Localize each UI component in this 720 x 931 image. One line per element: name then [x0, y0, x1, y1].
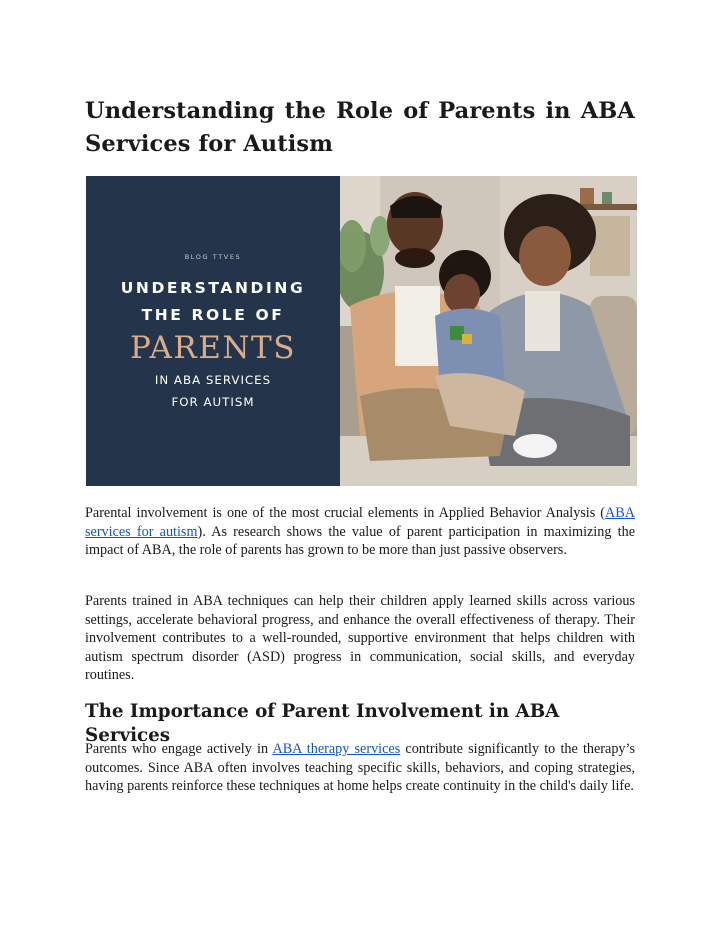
- family-photo: [340, 176, 637, 486]
- intro-paragraph: [85, 504, 635, 560]
- hero-sub-line-1: IN ABA SERVICES: [154, 373, 272, 387]
- hero-line-role: THE ROLE OF: [141, 306, 285, 324]
- parents-trained-paragraph: Parents trained in ABA techniques can help their children apply learned skills across various settings, accelerate behavioral progress, and enhance the overall effectiveness of therapy. Their involvement contributes to a well-rounded, supportive environment that helps children with autism spectrum disorder (ASD) progress in communication, social skills, and everyday routines.: [85, 593, 635, 683]
- hero-big-word: PARENTS: [130, 330, 296, 366]
- hero-blog-tag: BLOG TTVES: [184, 253, 242, 261]
- importance-paragraph: [85, 740, 635, 796]
- family-photo-illustration-icon: [340, 176, 637, 486]
- hero-line-understanding: UNDERSTANDING: [120, 279, 306, 297]
- hero-banner-image: [86, 176, 637, 486]
- intro-text-before: Parental involvement is one of the most crucial elements in Applied Behavior Analysis (: [85, 505, 606, 521]
- aba-services-for-autism-link[interactable]: ABA services for autism: [85, 505, 635, 540]
- intro-text-after: ). As research shows the value of parent participation in maximizing the impact of ABA, the role of parents has grown to be more than just passive observers.: [85, 523, 635, 558]
- page-title: Understanding the Role of Parents in ABA Services for Autism: [85, 98, 635, 157]
- hero-text-panel: [86, 176, 340, 486]
- importance-text-after: contribute significantly to the therapy’s outcomes. Since ABA often involves teaching specific skills, behaviors, and coping strategies, having parents reinforce these techniques at home helps create continuity in the child's daily life.: [85, 741, 635, 794]
- importance-text-before: Parents who engage actively in: [85, 741, 273, 757]
- aba-therapy-services-link[interactable]: ABA therapy services: [272, 741, 401, 757]
- section-heading-importance: The Importance of Parent Involvement in ABA Services: [85, 701, 560, 746]
- hero-sub-line-2: FOR AUTISM: [171, 395, 255, 409]
